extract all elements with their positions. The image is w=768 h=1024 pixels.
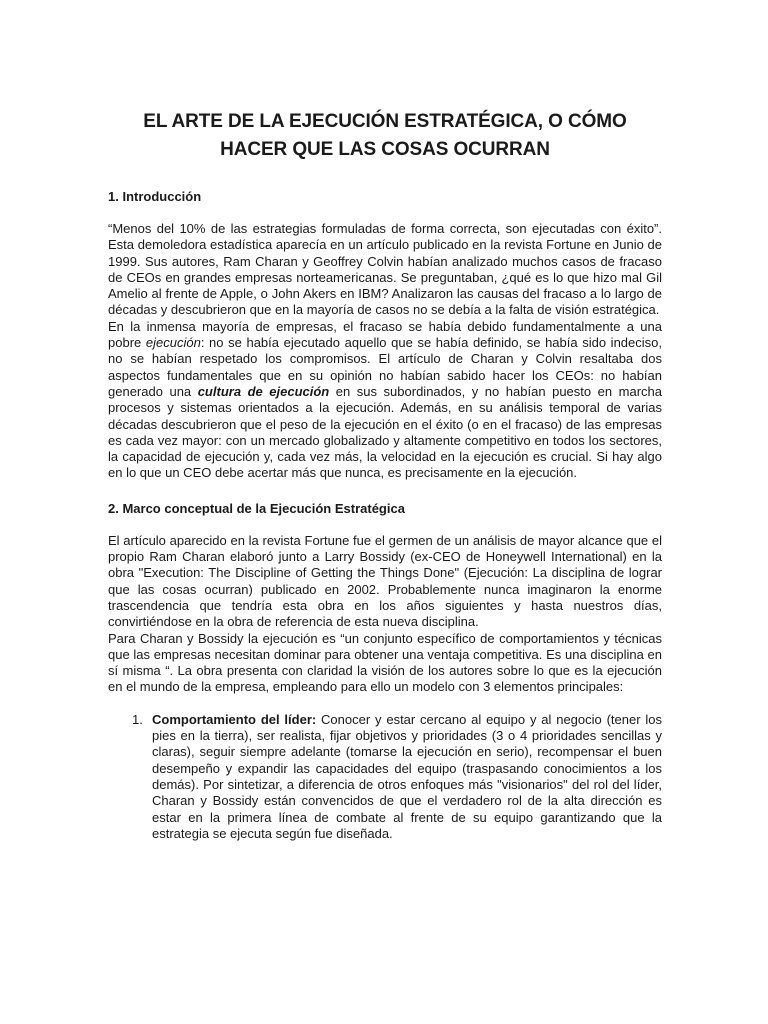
list-item-lead: Comportamiento del líder:: [152, 711, 317, 727]
list-item-number: 1.: [132, 711, 143, 727]
paragraph-text: : no se había ejecutado aquello que se había definido, se había sido indeciso, no se habían respetado los compromisos. El artículo de Charan y Colvin resaltaba dos aspectos fundamentales que en su opinión no habían sabido hacer los CEOs: no habían generado una: [108, 335, 662, 399]
paragraph-text: En la inmensa mayoría de empresas, el fracaso se había debido fundamentalmente a una pobre: [108, 318, 662, 351]
list-item-body: [152, 712, 662, 842]
section-1-paragraph-2: [108, 319, 662, 482]
list-item: [108, 712, 662, 842]
document-title: EL ARTE DE LA EJECUCIÓN ESTRATÉGICA, O CÓMO HACER QUE LAS COSAS OCURRAN: [143, 111, 627, 160]
section-1-heading: 1. Introducción: [108, 189, 202, 204]
emphasis-ejecucion: ejecución: [145, 335, 201, 351]
emphasis-cultura-de-ejecucion: [198, 384, 330, 399]
elements-list: [108, 712, 662, 842]
paragraph-text: en sus subordinados, y no habían puesto en marcha procesos y sistemas orientados a la ejecución. Además, en su análisis temporal de varias décadas descubrieron que el peso de la ejecución en el éxito (o en el fracaso) de las empresas es cada vez mayor: con un mercado globalizado y altamente competitivo en todos los sectores, la capacidad de ejecución y, cada vez más, la velocidad en la ejecución es crucial. Si hay algo en lo que un CEO debe acertar más que nunca, es precisamente en la ejecución.: [108, 383, 663, 481]
section-2-paragraph-2: Para Charan y Bossidy la ejecución es “un conjunto específico de comportamientos y técnicas que las empresas necesitan dominar para obtener una ventaja competitiva. Es una disciplina en sí misma “. La obra presenta con claridad la visión de los autores sobre lo que es la ejecución en el mundo de la empresa, empleando para ello un modelo con 3 elementos principales:: [108, 630, 662, 695]
section-2-paragraph-1: El artículo aparecido en la revista Fortune fue el germen de un análisis de mayor alcance que el propio Ram Charan elaboró junto a Larry Bossidy (ex-CEO de Honeywell International) en la obra "Execution: The Discipline of Getting the Things Done" (Ejecución: La disciplina de lograr que las cosas ocurran) publicado en 2002. Probablemente nunca imaginaron la enorme trascendencia que tendría esta obra en los años siguientes y hasta nuestros días, convirtiéndose en la obra de referencia de esta nueva disciplina.: [108, 532, 662, 630]
section-2-heading: 2. Marco conceptual de la Ejecución Estratégica: [108, 500, 405, 516]
section-1-paragraph-1: “Menos del 10% de las estrategias formuladas de forma correcta, son ejecutadas con éxito”. Esta demoledora estadística aparecía en un artículo publicado en la revista Fortune en Junio de 1999. Sus autores, Ram Charan y Geoffrey Colvin habían analizado muchos casos de fracaso de CEOs en grandes empresas norteamericanas. Se preguntaban, ¿qué es lo que hizo mal Gil Amelio al frente de Apple, o John Akers en IBM? Analizaron las causas del fracaso a lo largo de décadas y descubrieron que en la mayoría de casos no se debía a la falta de visión estratégica.: [108, 221, 662, 318]
spacer: [108, 482, 662, 500]
emphasis-text: cultura de ejecución: [197, 383, 330, 399]
list-item-text: Conocer y estar cercano al equipo y al negocio (tener los pies en la tierra), ser realista, fijar objetivos y prioridades (3 o 4 prioridades sencillas y claras), seguir siempre adelante (tomarse la ejecución en serio), recompensar el buen desempeño y expandir las capacidades del equipo (traspasando conocimientos a los demás). Por sintetizar, a diferencia de otros enfoques más "visionarios" del rol del líder, Charan y Bossidy están convencidos de que el verdadero rol de la alta dirección es estar en la primera línea de combate al frente de su equipo garantizando que la estrategia se ejecuta según fue diseñada.: [152, 711, 662, 841]
